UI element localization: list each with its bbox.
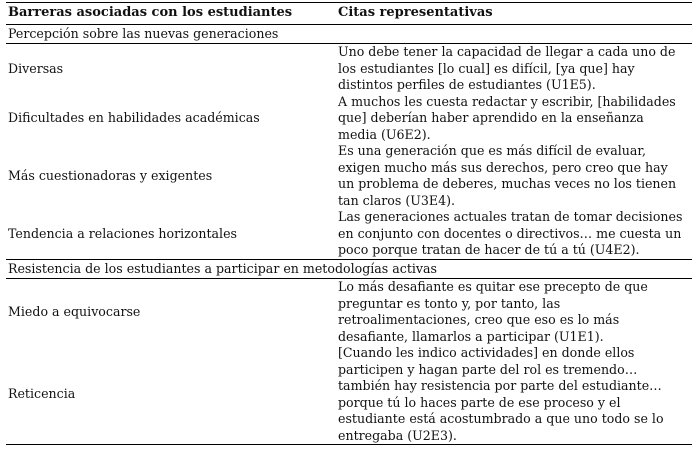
- section-row: [6, 24, 692, 44]
- barriers-table: [6, 2, 692, 445]
- quote-cell: Es una generación que es más difícil de evaluar, exigen mucho más sus derechos, pero creo que hay un problema de deberes, muchas veces no los tienen tan claros (U3E4).: [338, 143, 677, 208]
- quote-cell: Lo más desafiante es quitar ese precepto de que preguntar es tonto y, por tanto, las retroalimentaciones, creo que eso es lo más desafiante, llamarlos a participar (U1E1).: [338, 279, 648, 344]
- barrier-cell: Diversas: [8, 60, 64, 76]
- quote-cell: [Cuando les indico actividades] en donde ellos participen y hagan parte del rol es tremendo… también hay resistencia por parte del estudiante… porque tú lo haces parte de ese proceso y el estudiante está acostumbrado a que uno todo se lo entregaba (U2E3).: [336, 345, 692, 445]
- table-row: [6, 94, 692, 144]
- table-row: [6, 279, 692, 346]
- header-row: [6, 3, 692, 25]
- header-barriers: Barreras asociadas con los estudiantes: [6, 3, 336, 25]
- section-row: [6, 259, 692, 279]
- table-row: [6, 143, 692, 209]
- table-row: [6, 44, 692, 94]
- table-row: [6, 209, 692, 259]
- barrier-cell: Tendencia a relaciones horizontales: [8, 225, 237, 241]
- quote-cell: Uno debe tener la capacidad de llegar a cada uno de los estudiantes [lo cual] es difícil, [ya que] hay distintos perfiles de estudiantes (U1E5).: [338, 44, 676, 92]
- barrier-cell: Reticencia: [6, 345, 336, 445]
- header-quotes: Citas representativas: [336, 3, 692, 25]
- barrier-cell: Más cuestionadoras y exigentes: [8, 167, 213, 183]
- table-row: [6, 345, 692, 445]
- barrier-cell: Miedo a equivocarse: [8, 303, 141, 319]
- quote-cell: A muchos les cuesta redactar y escribir, [habilidades que] deberían haber aprendido en la enseñanza media (U6E2).: [338, 93, 676, 142]
- quote-cell: Las generaciones actuales tratan de tomar decisiones en conjunto con docentes o directivos… me cuesta un poco porque tratan de hacer de tú a tú (U4E2).: [338, 209, 683, 257]
- section-title: Percepción sobre las nuevas generaciones: [6, 24, 692, 44]
- barrier-cell: Dificultades en habilidades académicas: [8, 110, 260, 125]
- section-title: Resistencia de los estudiantes a participar en metodologías activas: [6, 259, 692, 279]
